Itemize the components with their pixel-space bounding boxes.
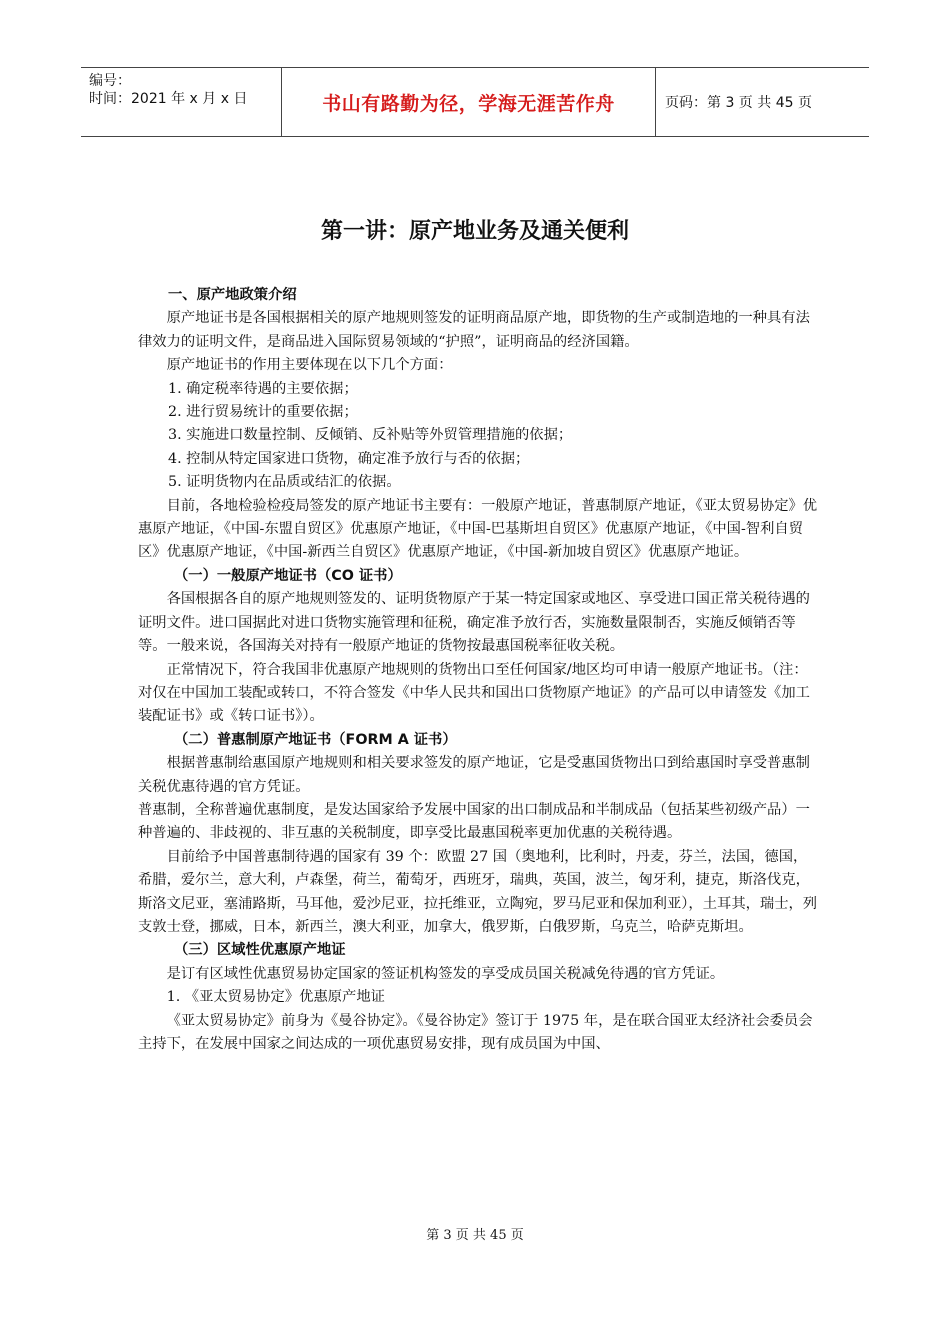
list-item: 1. 确定税率待遇的主要依据； <box>168 380 358 397</box>
header-motto: 书山有路勤为径，学海无涯苦作舟 <box>281 68 656 136</box>
body-paragraph: 原产地证书的作用主要体现在以下几个方面： <box>166 357 453 374</box>
body-paragraph: 《亚太贸易协定》前身为《曼谷协定》。《曼谷协定》签订于 1975 年，是在联合国亚太经济社会委员会主持下，在发展中国家之间达成的一项优惠贸易安排，现有成员国为中国、 <box>138 1012 813 1052</box>
document-body <box>138 284 818 1056</box>
header-meta <box>81 68 281 136</box>
header-page-info: 页码：第 3 页 共 45 页 <box>665 95 812 111</box>
list-item: 3. 实施进口数量控制、反倾销、反补贴等外贸管理措施的依据； <box>168 427 573 444</box>
body-paragraph: 根据普惠制给惠国原产地规则和相关要求签发的原产地证，它是受惠国货物出口到给惠国时享受普惠制关税优惠待遇的官方凭证。 <box>138 755 810 795</box>
body-paragraph: 1. 《亚太贸易协定》优惠原产地证 <box>166 989 385 1006</box>
section-heading: （二）普惠制原产地证书（FORM A 证书） <box>174 731 457 748</box>
page-footer: 第 3 页 共 45 页 <box>426 1228 524 1243</box>
section-heading: （三）区域性优惠原产地证 <box>174 942 346 959</box>
section-heading: （一）一般原产地证书（CO 证书） <box>174 567 402 584</box>
list-item: 4. 控制从特定国家进口货物，确定准予放行与否的依据； <box>168 450 530 467</box>
body-paragraph: 各国根据各自的原产地规则签发的、证明货物原产于某一特定国家或地区、享受进口国正常关税待遇的证明文件。进口国据此对进口货物实施管理和征税，确定准予放行否，实施数量限制否，实施反倾销否等等。一般来说，各国海关对持有一般原产地证的货物按最惠国税率征收关税。 <box>138 591 810 655</box>
body-paragraph: 是订有区域性优惠贸易协定国家的签证机构签发的享受成员国关税减免待遇的官方凭证。 <box>166 965 725 982</box>
body-paragraph: 普惠制，全称普遍优惠制度，是发达国家给予发展中国家的出口制成品和半制成品（包括某些初级产品）一种普遍的、非歧视的、非互惠的关税制度，即享受比最惠国税率更加优惠的关税待遇。 <box>138 801 810 842</box>
document-number-label: 编号： <box>89 73 131 89</box>
list-item: 2. 进行贸易统计的重要依据； <box>168 404 358 421</box>
body-paragraph: 正常情况下，符合我国非优惠原产地规则的货物出口至任何国家/地区均可申请一般原产地证书。（注：对仅在中国加工装配或转口，不符合签发《中华人民共和国出口货物原产地证》的产品可以申请签发《加工装配证书》或《转口证书》）。 <box>138 661 810 725</box>
document-date-label: 时间：2021 年 x 月 x 日 <box>89 91 248 107</box>
body-paragraph: 目前给予中国普惠制待遇的国家有 39 个：欧盟 27 国（奥地利，比利时，丹麦，芬兰，法国，德国，希腊，爱尔兰，意大利，卢森堡，荷兰，葡萄牙，西班牙，瑞典，英国，波兰，匈牙利，捷克，斯洛伐克，斯洛文尼亚，塞浦路斯，马耳他，爱沙尼亚，拉托维亚，立陶宛，罗马尼亚和保加利亚），土耳其，瑞士，列支敦士登，挪威，日本，新西兰，澳大利亚，加拿大，俄罗斯，白俄罗斯，乌克兰，哈萨克斯坦。 <box>138 848 818 935</box>
list-item: 5. 证明货物内在品质或结汇的依据。 <box>168 474 401 491</box>
body-paragraph: 原产地证书是各国根据相关的原产地规则签发的证明商品原产地，即货物的生产或制造地的一种具有法律效力的证明文件，是商品进入国际贸易领域的“护照”，证明商品的经济国籍。 <box>138 310 810 350</box>
body-paragraph: 目前，各地检验检疫局签发的原产地证书主要有：一般原产地证，普惠制原产地证，《亚太贸易协定》优惠原产地证，《中国-东盟自贸区》优惠原产地证，《中国-巴基斯坦自贸区》优惠原产地证，《中国-智利自贸区》优惠原产地证，《中国-新西兰自贸区》优惠原产地证，《中国-新加坡自贸区》优惠原产地证。 <box>138 497 818 561</box>
section-heading: 一、原产地政策介绍 <box>168 287 297 303</box>
page-title: 第一讲：原产地业务及通关便利 <box>320 219 629 244</box>
header-table <box>81 67 869 137</box>
